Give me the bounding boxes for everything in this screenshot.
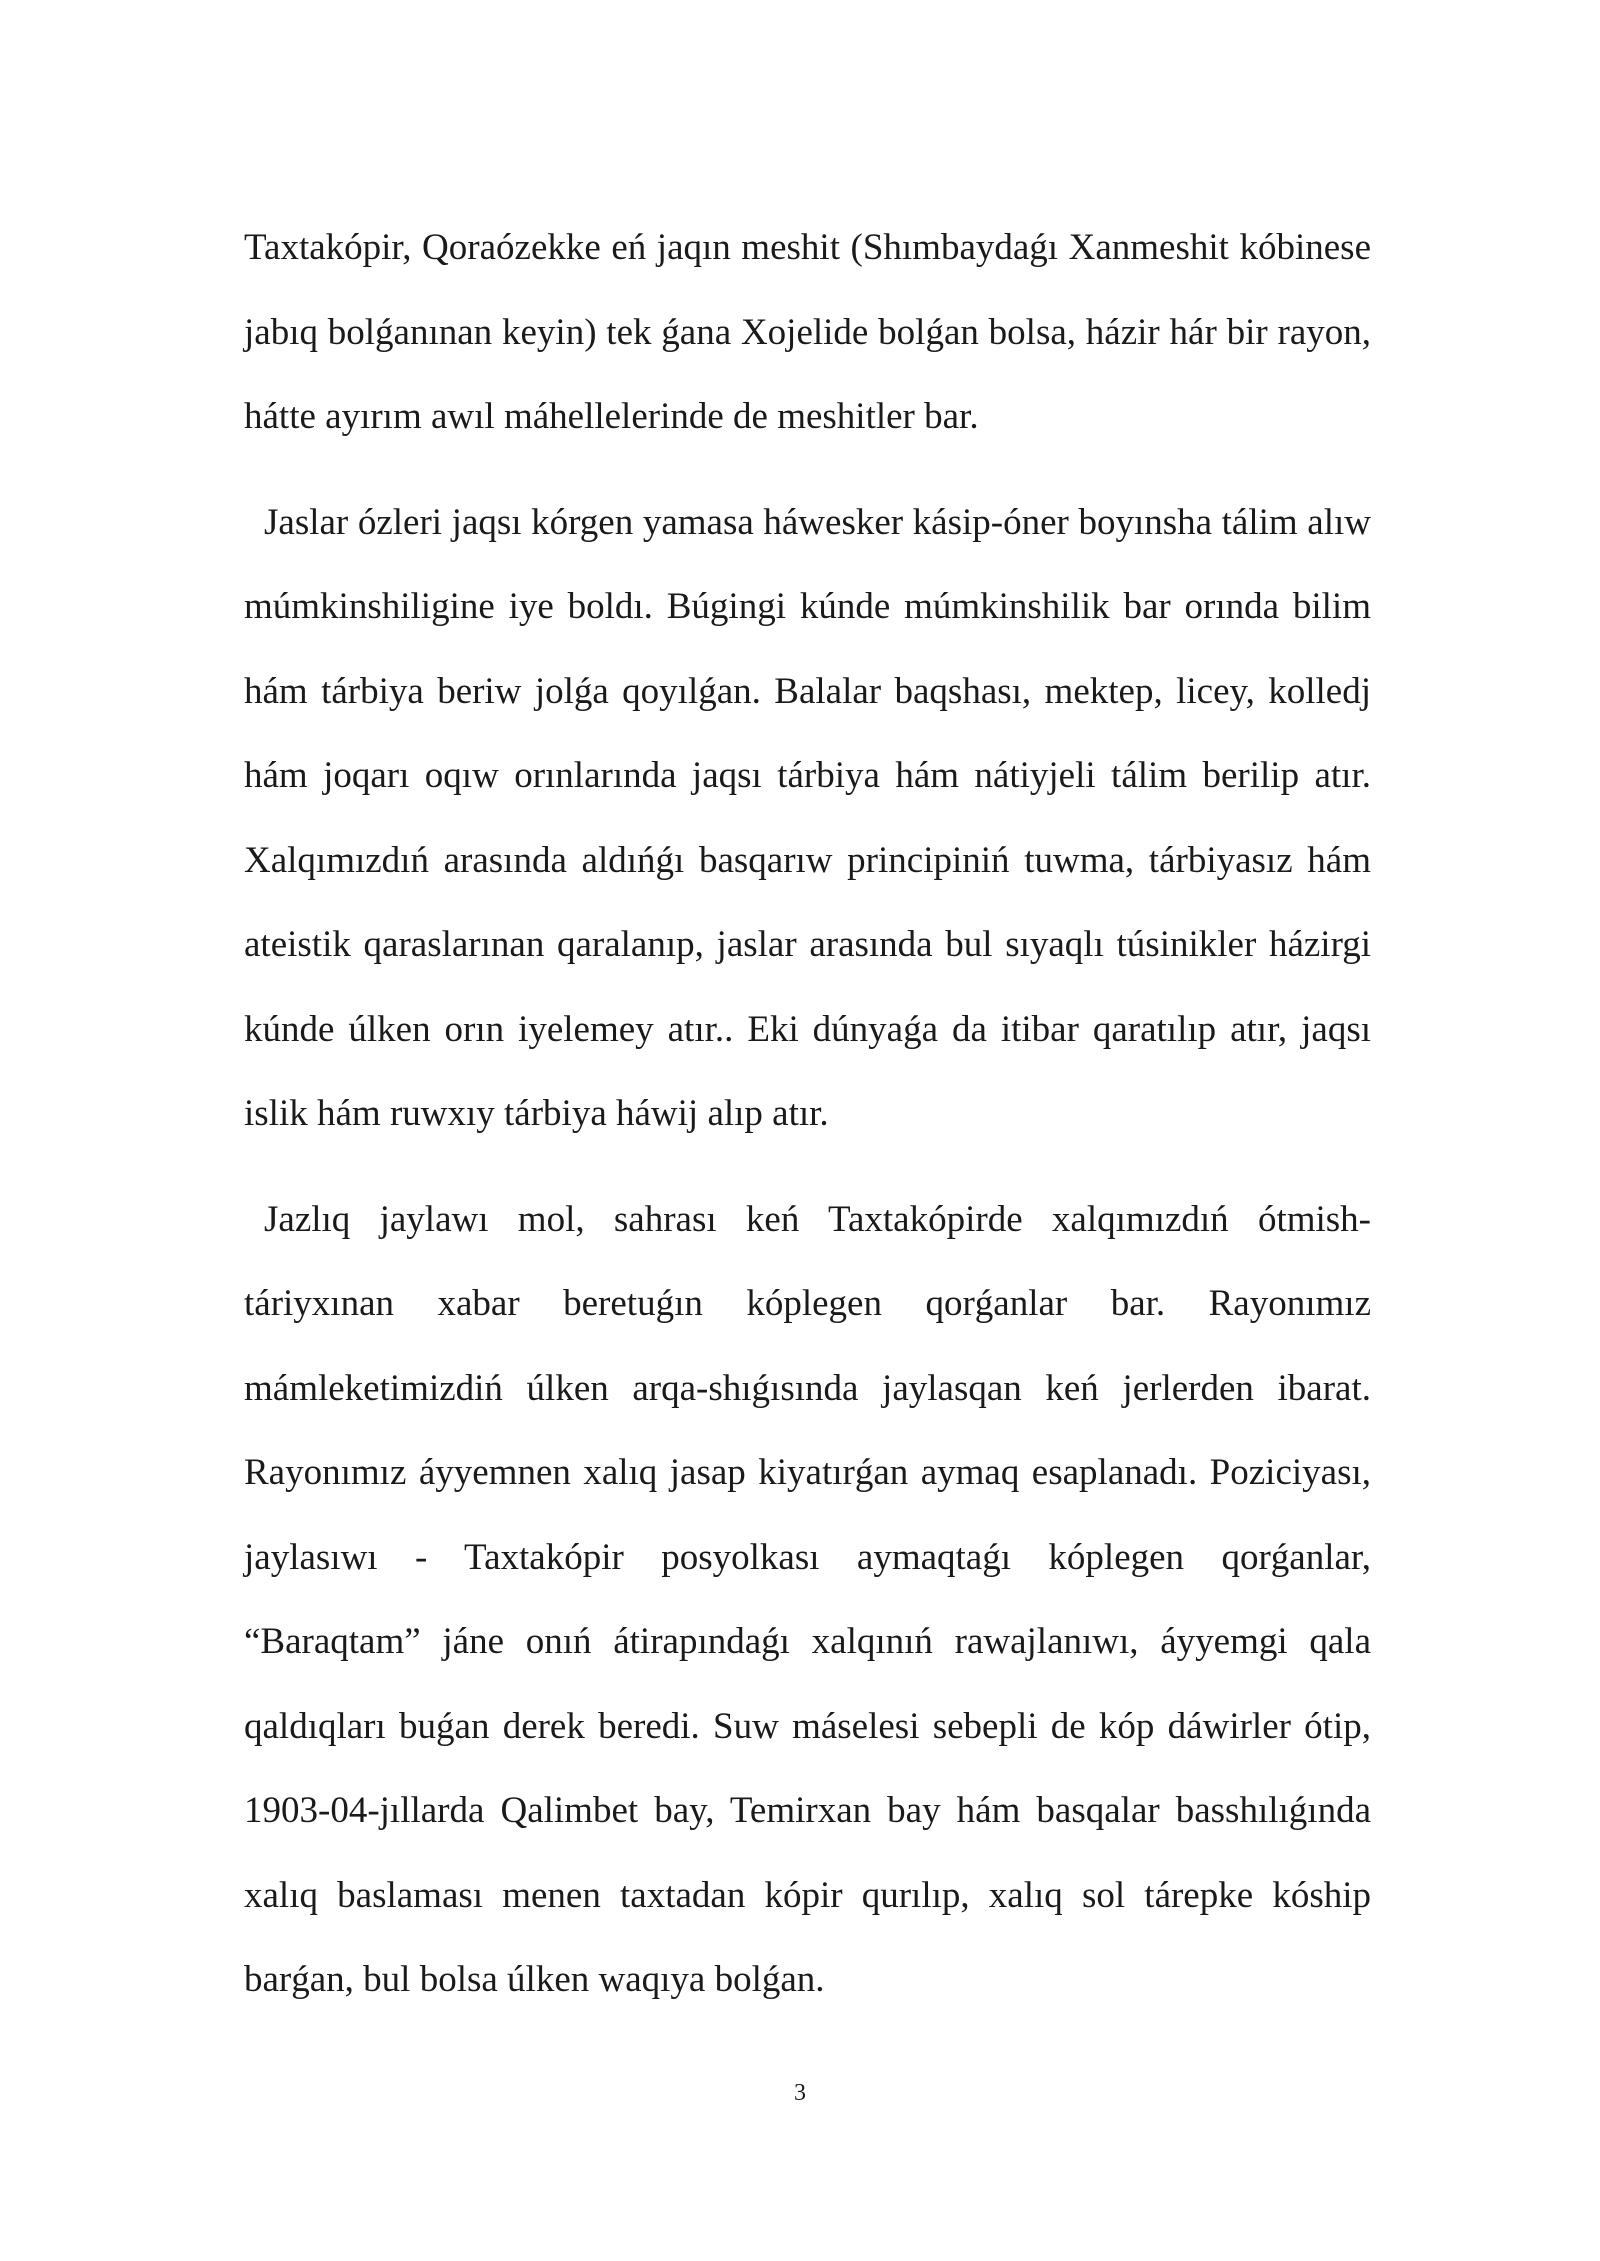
body-text: [244, 206, 1371, 2023]
paragraph-3: Jazlıq jaylawı mol, sahrası keń Taxtakópirde xalqımızdıń ótmish-táriyxınan xabar beretuǵın kóplegen qorǵanlar bar. Rayonımız mámleketimizdiń úlken arqa-shıǵısında jaylasqan keń jerlerden ibarat. Rayonımız áyyemnen xalıq jasap kiyatırǵan aymaq esaplanadı. Poziciyası, jaylasıwı - Taxtakópir posyolkası aymaqtaǵı kóplegen qorǵanlar, “Baraqtam” jáne onıń átirapındaǵı xalqınıń rawajlanıwı, áyyemgi qala qaldıqları buǵan derek beredi. Suw máselesi sebepli de kóp dáwirler ótip, 1903-04-jıllarda Qalimbet bay, Temirxan bay hám basqalar basshılıǵında xalıq baslaması menen taxtadan kópir qurılıp, xalıq sol tárepke kóship barǵan, bul bolsa úlken waqıya bolǵan.: [244, 1198, 1371, 2000]
page-number: 3: [794, 2080, 806, 2106]
paragraph-2: Jaslar ózleri jaqsı kórgen yamasa háwesker kásip-óner boyınsha tálim alıw múmkinshiligine iye boldı. Búgingi kúnde múmkinshilik bar orında bilim hám tárbiya beriw jolǵa qoyılǵan. Balalar baqshası, mektep, licey, kolledj hám joqarı oqıw orınlarında jaqsı tárbiya hám nátiyjeli tálim berilip atır. Xalqımızdıń arasında aldıńǵı basqarıw principiniń tuwma, tárbiyasız hám ateistik qaraslarınan qaralanıp, jaslar arasında bul sıyaqlı túsinikler házirgi kúnde úlken orın iyelemey atır.. Eki dúnyaǵa da itibar qaratılıp atır, jaqsı islik hám ruwxıy tárbiya háwij alıp atır.: [244, 501, 1371, 1134]
paragraph-1: Taxtakópir, Qoraózekke eń jaqın meshit (Shımbaydaǵı Xanmeshit kóbinese jabıq bolǵanınan keyin) tek ǵana Xojelide bolǵan bolsa, házir hár bir rayon, hátte ayırım awıl máhellelerinde de meshitler bar.: [244, 227, 1371, 437]
